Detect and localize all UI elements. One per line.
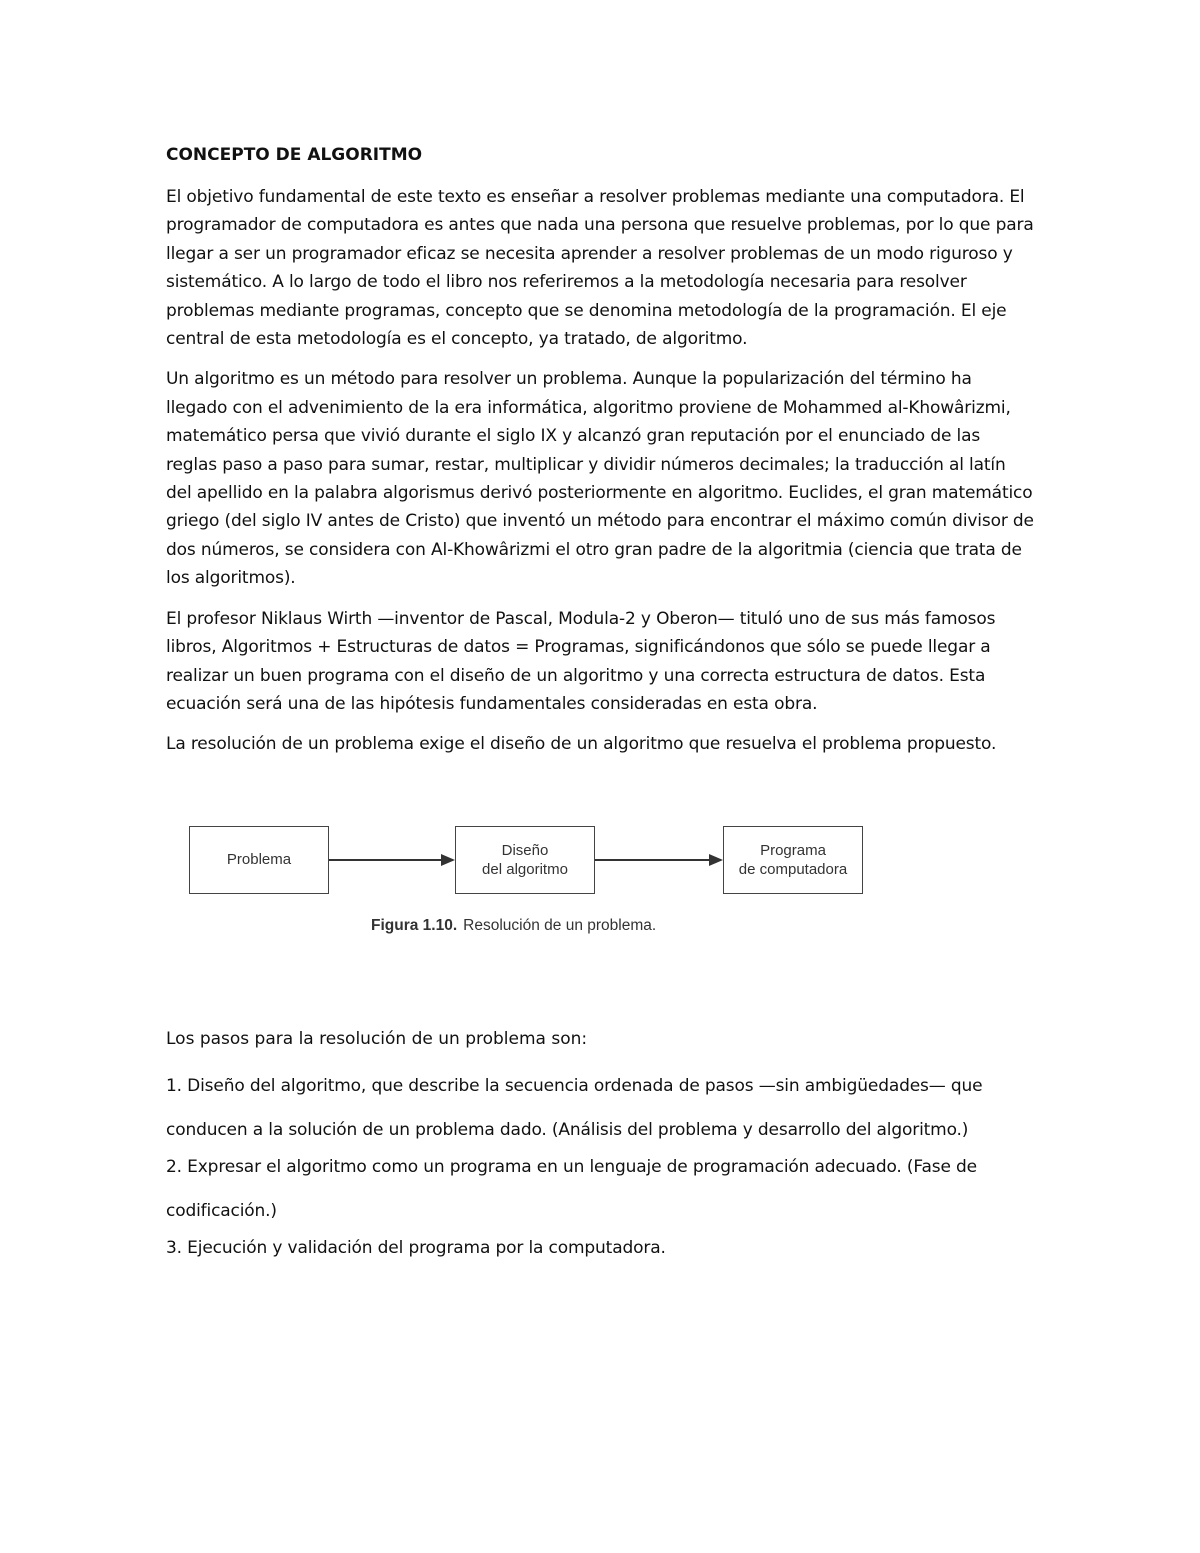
figure-caption <box>371 917 656 935</box>
figure-arrow-2 <box>595 859 721 861</box>
paragraph-wirth: El profesor Niklaus Wirth —inventor de Pascal, Modula-2 y Oberon— tituló uno de sus más famosos libros, Algoritmos + Estructuras de datos = Programas, significándonos que sólo se puede llegar a realizar un buen programa con el diseño de un algoritmo y una correcta estructura de datos. Esta ecuación será una de las hipótesis fundamentales consideradas en esta obra. <box>166 608 996 714</box>
figure-box-diseno <box>455 826 595 894</box>
figure-box-programa-line2: de computadora <box>738 860 848 878</box>
figure-caption-label: Figura 1.10. <box>371 916 458 934</box>
figure-box-programa-line1: Programa <box>760 841 826 859</box>
step-1: 1. Diseño del algoritmo, que describe la secuencia ordenada de pasos —sin ambigüedades— que conducen a la solución de un problema dado. (Análisis del problema y desarrollo del algoritmo.) <box>166 1075 983 1140</box>
figure-caption-text: Resolución de un problema. <box>463 916 657 934</box>
figure-box-diseno-line1: Diseño <box>501 841 549 859</box>
page-title: CONCEPTO DE ALGORITMO <box>166 145 423 165</box>
figure-box-problema-label: Problema <box>226 851 292 869</box>
figure-box-programa <box>723 826 863 894</box>
paragraph-algorithm-history: Un algoritmo es un método para resolver un problema. Aunque la popularización del término ha llegado con el advenimiento de la era informática, algoritmo proviene de Mohammed al-Khowârizmi, matemático persa que vivió durante el siglo IX y alcanzó gran reputación por el enunciado de las reglas paso a paso para sumar, restar, multiplicar y dividir números decimales; la traducción al latín del apellido en la palabra algorismus derivó posteriormente en algoritmo. Euclides, el gran matemático griego (del siglo IV antes de Cristo) que inventó un método para encontrar el máximo común divisor de dos números, se considera con Al-Khowârizmi el otro gran padre de la algoritmia (ciencia que trata de los algoritmos). <box>166 369 1034 589</box>
paragraph-resolution: La resolución de un problema exige el diseño de un algoritmo que resuelva el problema propuesto. <box>166 734 997 755</box>
step-3: 3. Ejecución y validación del programa por la computadora. <box>166 1237 666 1258</box>
step-2: 2. Expresar el algoritmo como un programa en un lenguaje de programación adecuado. (Fase de codificación.) <box>166 1156 977 1221</box>
paragraph-objective: El objetivo fundamental de este texto es enseñar a resolver problemas mediante una computadora. El programador de computadora es antes que nada una persona que resuelve problemas, por lo que para llegar a ser un programador eficaz se necesita aprender a resolver problemas de un modo riguroso y sistemático. A lo largo de todo el libro nos referiremos a la metodología necesaria para resolver problemas mediante programas, concepto que se denomina metodología de la programación. El eje central de esta metodología es el concepto, ya tratado, de algoritmo. <box>166 187 1034 350</box>
steps-intro: Los pasos para la resolución de un problema son: <box>166 1028 588 1049</box>
figure-box-diseno-line2: del algoritmo <box>482 860 568 878</box>
document-page <box>166 141 1036 1270</box>
figure-problem-resolution <box>166 801 1036 961</box>
figure-arrow-1 <box>329 859 453 861</box>
figure-box-problema <box>189 826 329 894</box>
